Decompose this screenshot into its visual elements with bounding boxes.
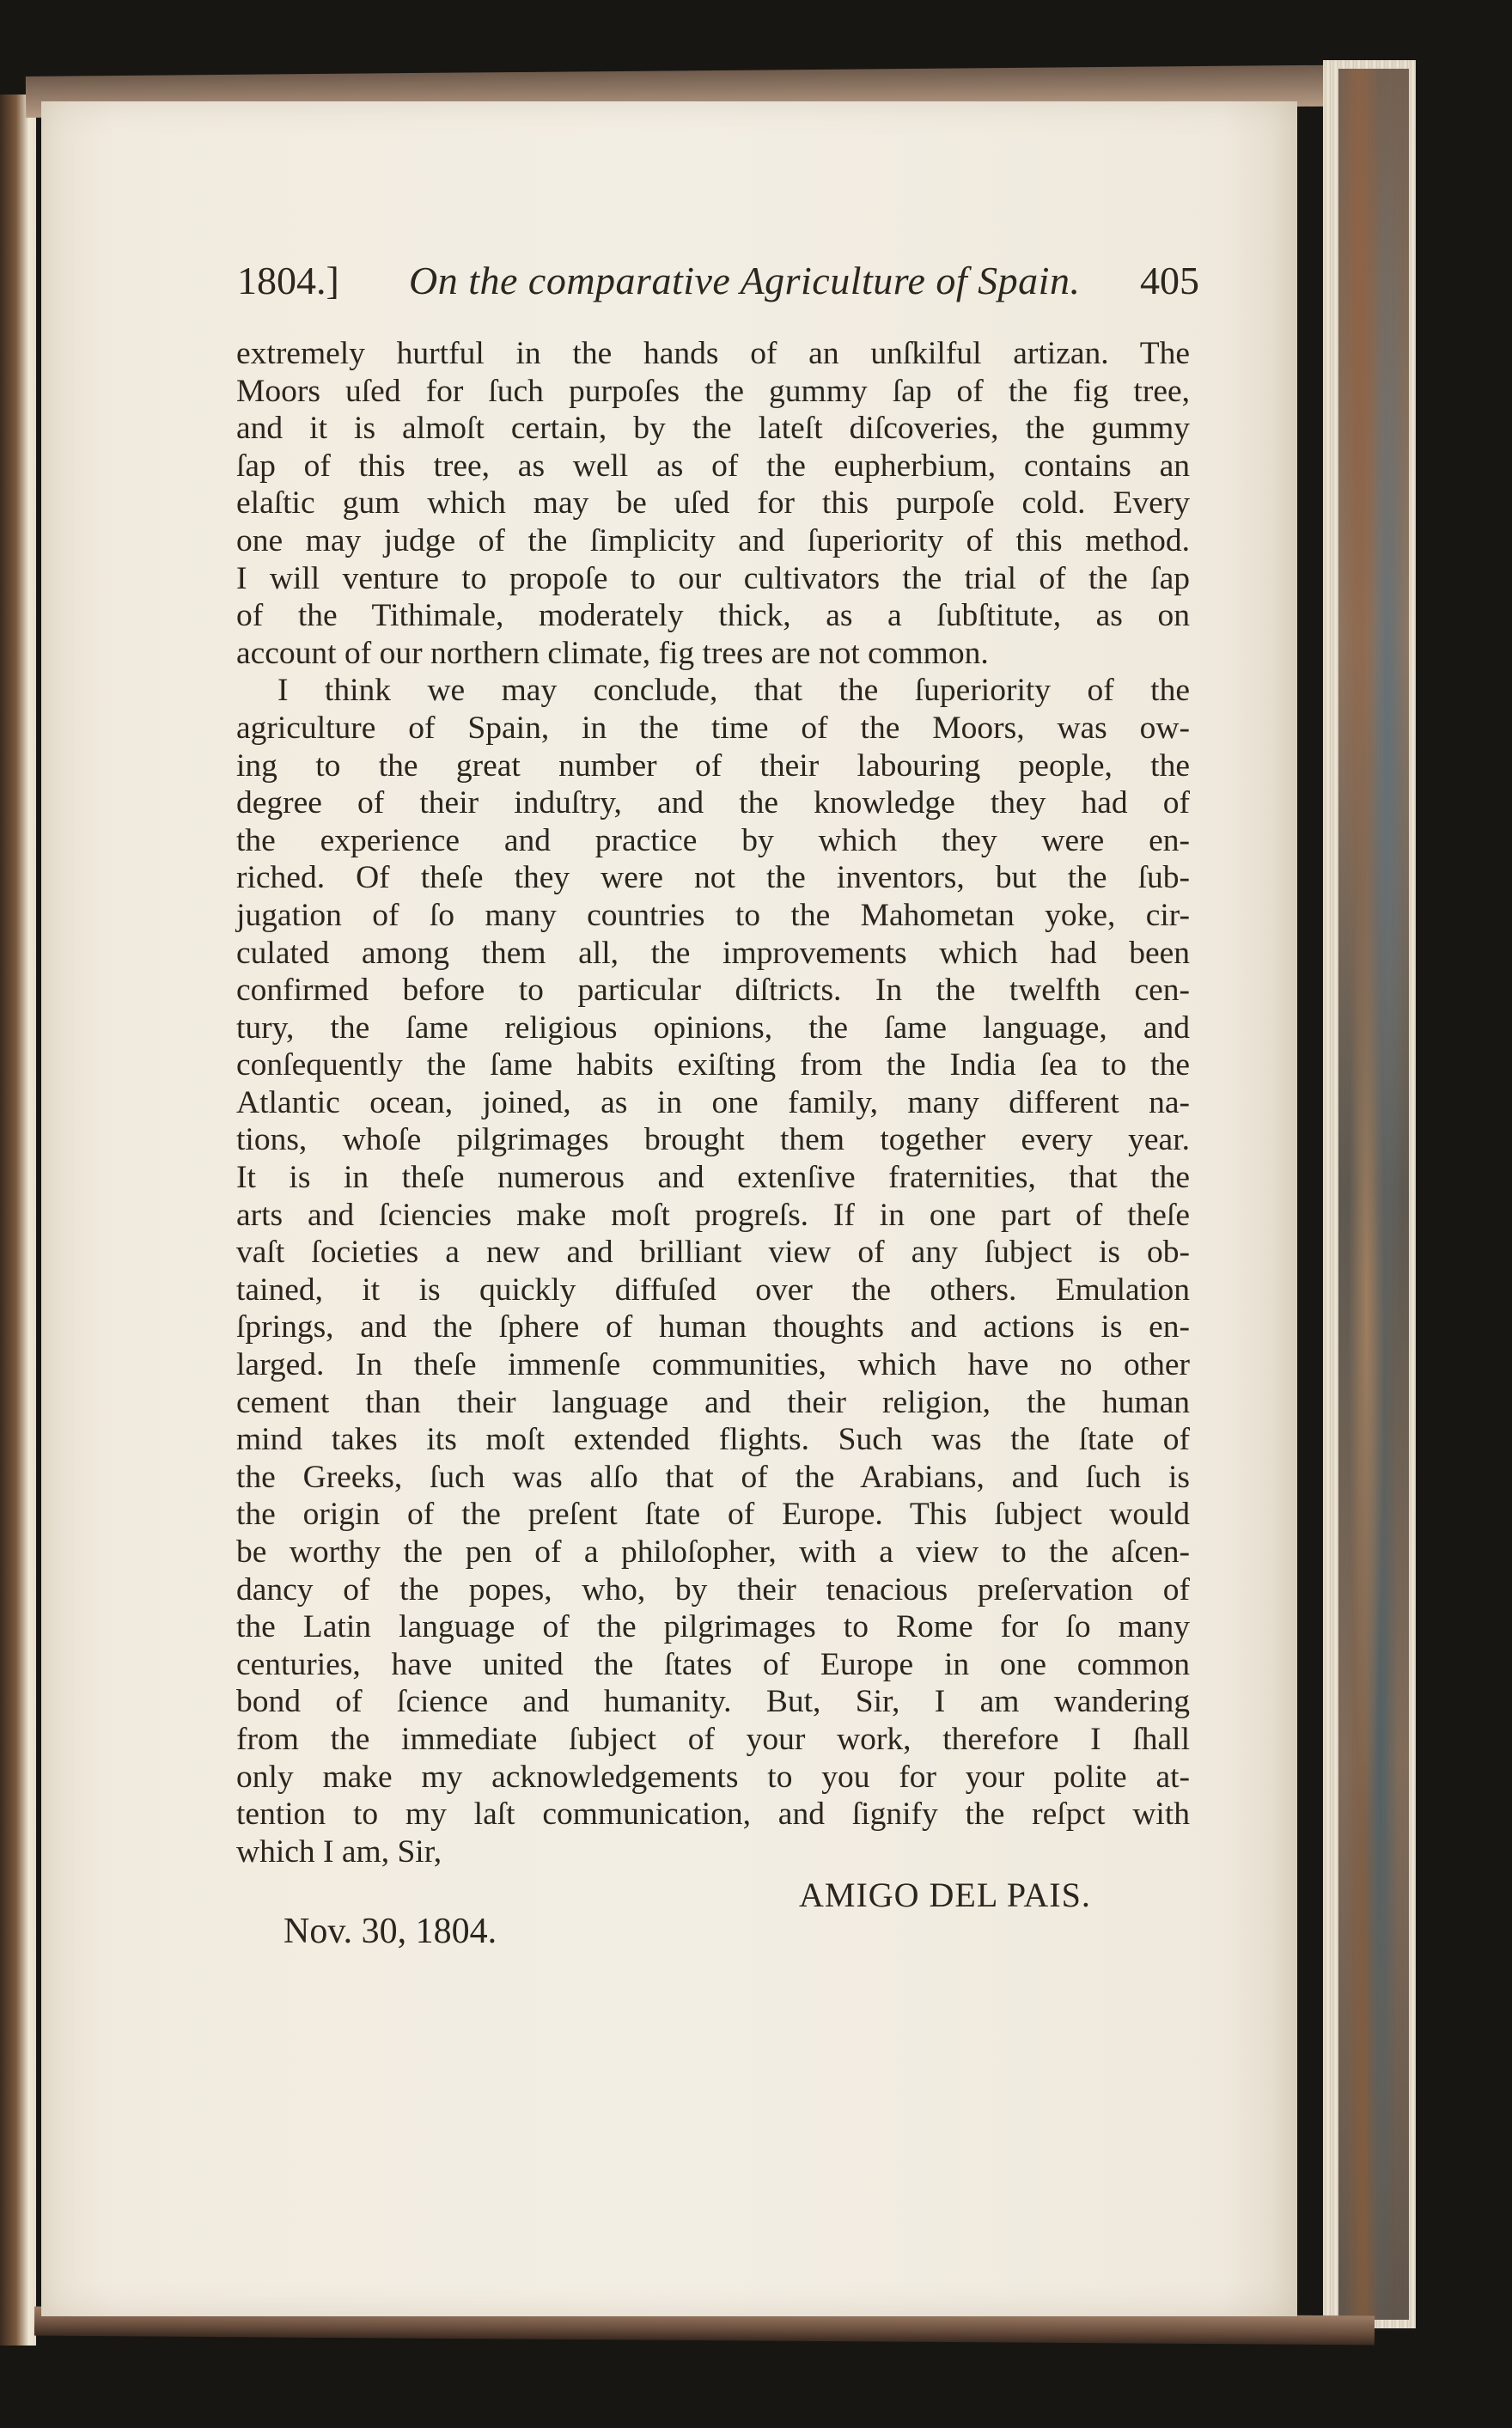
text-line: elaſtic gum which may be uſed for this purpoſe cold. Every [236,485,1190,522]
body-text [236,335,1190,1870]
text-line: which I am, Sir, [236,1833,442,1870]
text-line: centuries, have united the ſtates of Europe in one common [236,1646,1190,1682]
text-line: riched. Of theſe they were not the inventors, but the ſub- [236,860,1190,896]
text-line: cement than their language and their religion, the human [236,1384,1190,1420]
text-line: agriculture of Spain, in the time of the Moors, was ow- [236,710,1190,746]
text-line: conſequently the ſame habits exiſting from the India ſea to the [236,1047,1190,1083]
text-line: Moors uſed for ſuch purpoſes the gummy ſap of the fig tree, [236,373,1190,409]
text-line: I think we may conclude, that the ſuperiority of the [277,673,1190,709]
text-line: ſprings, and the ſphere of human thoughts and actions is en- [236,1309,1190,1345]
text-line: arts and ſciencies make moſt progreſs. If in one part of theſe [236,1197,1190,1233]
text-line: be worthy the pen of a philoſopher, with a view to the aſcen- [236,1534,1190,1570]
text-line: tions, whoſe pilgrimages brought them together every year. [236,1122,1190,1158]
text-line: tained, it is quickly diffuſed over the others. Emulation [236,1272,1190,1308]
text-line: degree of their induſtry, and the knowledge they had of [236,785,1190,821]
text-line: the experience and practice by which they were en- [236,822,1190,858]
text-line: the origin of the preſent ſtate of Europe. This ſubject would [236,1497,1190,1533]
text-line: ing to the great number of their labouring people, the [236,747,1190,784]
text-line: larged. In theſe immenſe communities, which have no other [236,1347,1190,1383]
running-header [237,258,1199,313]
text-line: It is in theſe numerous and extenſive fraternities, that the [236,1160,1190,1196]
header-date: 1804.] [237,259,339,302]
text-line: and it is almoſt certain, by the lateſt diſcoveries, the gummy [236,411,1190,447]
text-line: ſap of this tree, as well as of the eupherbium, contains an [236,448,1190,484]
text-line: the Greeks, ſuch was alſo that of the Arabians, and ſuch is [236,1459,1190,1495]
text-line: tury, the ſame religious opinions, the ſame language, and [236,1010,1190,1046]
text-line: culated among them all, the improvements which had been [236,935,1190,971]
text-line: only make my acknowledgements to you for your polite at- [236,1759,1190,1795]
text-line: Atlantic ocean, joined, as in one family, many different na- [236,1084,1190,1120]
text-line: bond of ſcience and humanity. But, Sir, I am wandering [236,1684,1190,1720]
text-line: account of our northern climate, fig trees are not common. [236,635,989,671]
text-line: from the immediate ſubject of your work, therefore I ſhall [236,1721,1190,1757]
text-line: dancy of the popes, who, by their tenacious preſervation of [236,1571,1190,1607]
text-line: one may judge of the ſimplicity and ſuperiority of this method. [236,522,1190,558]
text-line: mind takes its moſt extended flights. Such was the ſtate of [236,1422,1190,1458]
text-line: the Latin language of the pilgrimages to Rome for ſo many [236,1609,1190,1645]
header-title: On the comparative Agriculture of Spain. [409,259,1081,302]
text-line: confirmed before to particular diſtricts. In the twelfth cen- [236,973,1190,1009]
text-line: of the Tithimale, moderately thick, as a ſubſtitute, as on [236,598,1190,634]
left-page-edge [0,95,36,2346]
signature: AMIGO DEL PAIS. [799,1876,1091,1914]
text-line: extremely hurtful in the hands of an unſkilful artizan. The [236,336,1190,371]
text-line: I will venture to propoſe to our cultivators the trial of the ſap [236,560,1190,596]
dateline: Nov. 30, 1804. [284,1912,497,1951]
text-line: tention to my laſt communication, and ſignify the reſpct with [236,1797,1190,1833]
page-number: 405 [1140,259,1199,302]
text-line: vaſt ſocieties a new and brilliant view of any ſubject is ob- [236,1235,1190,1271]
text-line: jugation of ſo many countries to the Mahometan yoke, cir- [236,897,1190,933]
marbled-cover [1338,69,1409,2320]
